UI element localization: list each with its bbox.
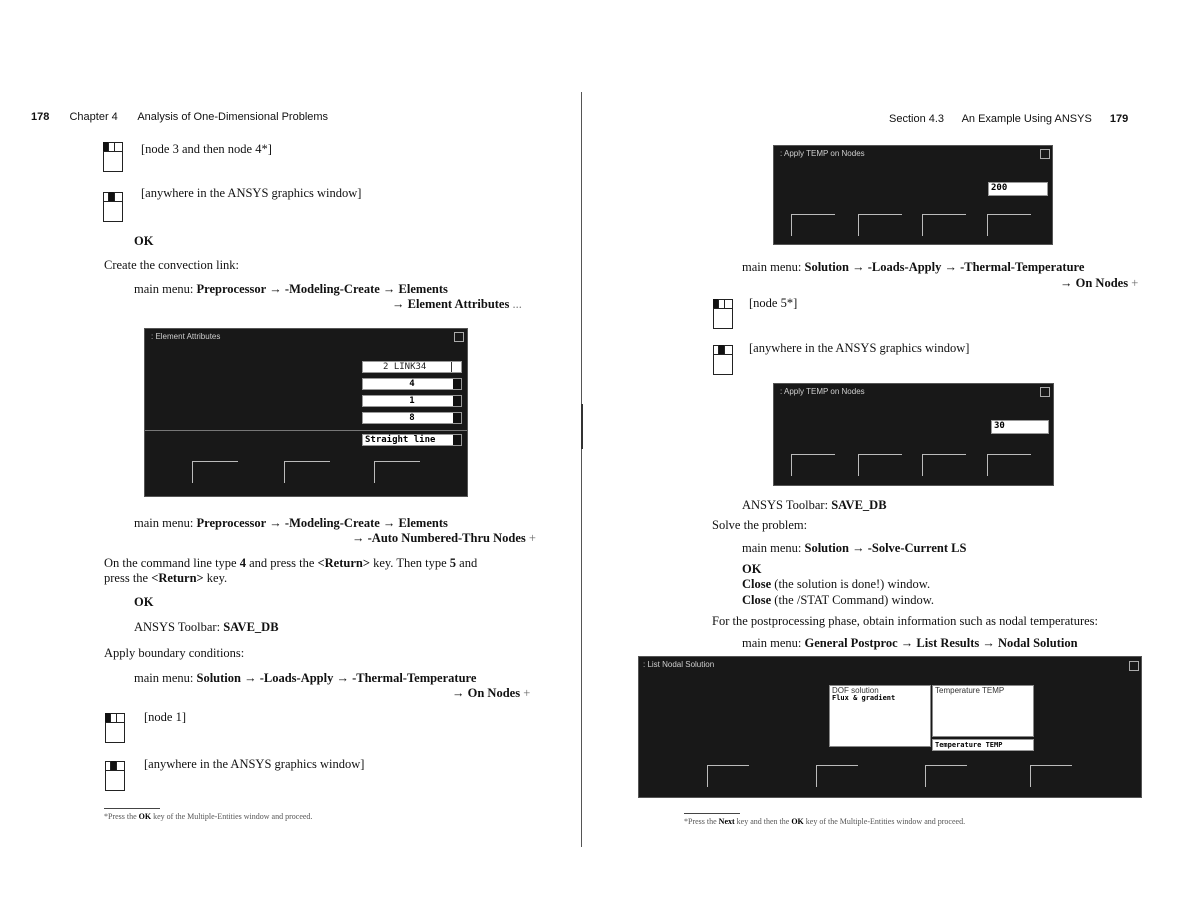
pick-instruction: [anywhere in the ANSYS graphics window] [141,186,362,200]
footnote-rule [684,813,740,814]
pick-instruction: [node 3 and then node 4*] [141,142,272,156]
menu-path-continued: → -Auto Numbered-Thru Nodes + [352,531,536,545]
apply-button[interactable] [858,454,902,476]
window-title: : Apply TEMP on Nodes [780,387,865,396]
gutter-mark [581,404,583,449]
menu-path: main menu: Solution → -Solve-Current LS [742,541,967,555]
close-icon[interactable] [454,332,464,342]
ok-button[interactable] [707,765,749,787]
toolbar-step: ANSYS Toolbar: SAVE_DB [134,620,279,634]
close-icon[interactable] [1040,387,1050,397]
mouse-middle-button-icon [105,761,125,791]
cancel-button[interactable] [922,454,966,476]
list-item[interactable]: Flux & gradient [832,694,896,702]
instruction-text: Apply boundary conditions: [104,646,245,660]
apply-temp-window [773,145,1053,245]
temperature-value-input[interactable]: 200 [988,182,1048,196]
page-number: 178 [31,111,50,123]
attribute-field[interactable]: 8 [362,412,462,424]
footnote: *Press the OK key of the Multiple-Entities window and proceed. [104,812,313,821]
list-item[interactable]: Temperature TEMP [935,686,1005,695]
ok-step: OK [134,595,154,609]
close-step: Close (the solution is done!) window. [742,577,931,591]
chapter-title: Analysis of One-Dimensional Problems [137,111,329,123]
ok-button[interactable] [791,454,835,476]
instruction-text: Solve the problem: [712,518,808,532]
page-header-left [31,111,328,123]
close-icon[interactable] [1129,661,1139,671]
section-title: An Example Using ANSYS [961,113,1092,125]
apply-button[interactable] [858,214,902,236]
window-title: : Element Attributes [151,332,221,341]
pick-instruction: [node 5*] [749,296,798,310]
mouse-middle-button-icon [103,192,123,222]
cancel-button[interactable] [922,214,966,236]
element-attributes-window [144,328,468,497]
close-icon[interactable] [1040,149,1050,159]
toolbar-step: ANSYS Toolbar: SAVE_DB [742,498,887,512]
pick-instruction: [node 1] [144,710,186,724]
pick-instruction: [anywhere in the ANSYS graphics window] [749,341,970,355]
ok-step: OK [134,234,154,248]
dof-category-list[interactable] [829,685,931,747]
menu-path-continued: → On Nodes + [1060,276,1139,290]
close-step: Close (the /STAT Command) window. [742,593,935,607]
element-type-dropdown[interactable]: 2 LINK34 [362,361,462,373]
mouse-middle-button-icon [713,345,733,375]
section-label: Section 4.3 [889,113,945,125]
divider [145,430,467,431]
apply-button[interactable] [816,765,858,787]
page-gutter [581,92,582,847]
ok-button[interactable] [192,461,238,483]
menu-path: main menu: Preprocessor → -Modeling-Create → Elements [134,516,448,530]
mouse-left-button-icon [713,299,733,329]
help-button[interactable] [1030,765,1072,787]
temperature-value-input[interactable]: 30 [991,420,1049,434]
attribute-field[interactable]: 1 [362,395,462,407]
selected-item-field[interactable]: Temperature TEMP [932,739,1034,751]
page-header-right [889,113,1128,125]
list-item[interactable]: DOF solution [832,686,879,695]
help-button[interactable] [987,454,1031,476]
mouse-left-button-icon [103,142,123,172]
item-list[interactable] [932,685,1034,737]
cancel-button[interactable] [925,765,967,787]
list-nodal-solution-window [638,656,1142,798]
instruction-text: For the postprocessing phase, obtain information such as nodal temperatures: [712,614,1099,628]
window-title: : Apply TEMP on Nodes [780,149,865,158]
apply-button[interactable] [284,461,330,483]
menu-path: main menu: Preprocessor → -Modeling-Create → Elements [134,282,448,296]
menu-path-continued: → Element Attributes ... [392,297,522,311]
element-orientation-dropdown[interactable]: Straight line [362,434,462,446]
footnote: *Press the Next key and then the OK key of the Multiple-Entities window and proceed. [684,817,966,826]
ok-step: OK [742,562,762,576]
apply-temp-window [773,383,1054,486]
instruction-text: Create the convection link: [104,258,240,272]
help-button[interactable] [987,214,1031,236]
menu-path: main menu: Solution → -Loads-Apply → -Thermal-Temperature [134,671,477,685]
menu-path: main menu: Solution → -Loads-Apply → -Thermal-Temperature [742,260,1085,274]
window-title: : List Nodal Solution [643,660,715,669]
footnote-rule [104,808,160,809]
pick-instruction: [anywhere in the ANSYS graphics window] [144,757,365,771]
ok-button[interactable] [791,214,835,236]
menu-path-continued: → On Nodes + [452,686,531,700]
chapter-label: Chapter 4 [69,111,118,123]
command-line-instruction: On the command line type 4 and press the <Return> key. Then type 5 and press the <Return> key. [104,556,478,585]
attribute-field[interactable]: 4 [362,378,462,390]
page-number: 179 [1109,113,1129,125]
menu-path: main menu: General Postproc → List Results → Nodal Solution [742,636,1078,650]
mouse-left-button-icon [105,713,125,743]
cancel-button[interactable] [374,461,420,483]
